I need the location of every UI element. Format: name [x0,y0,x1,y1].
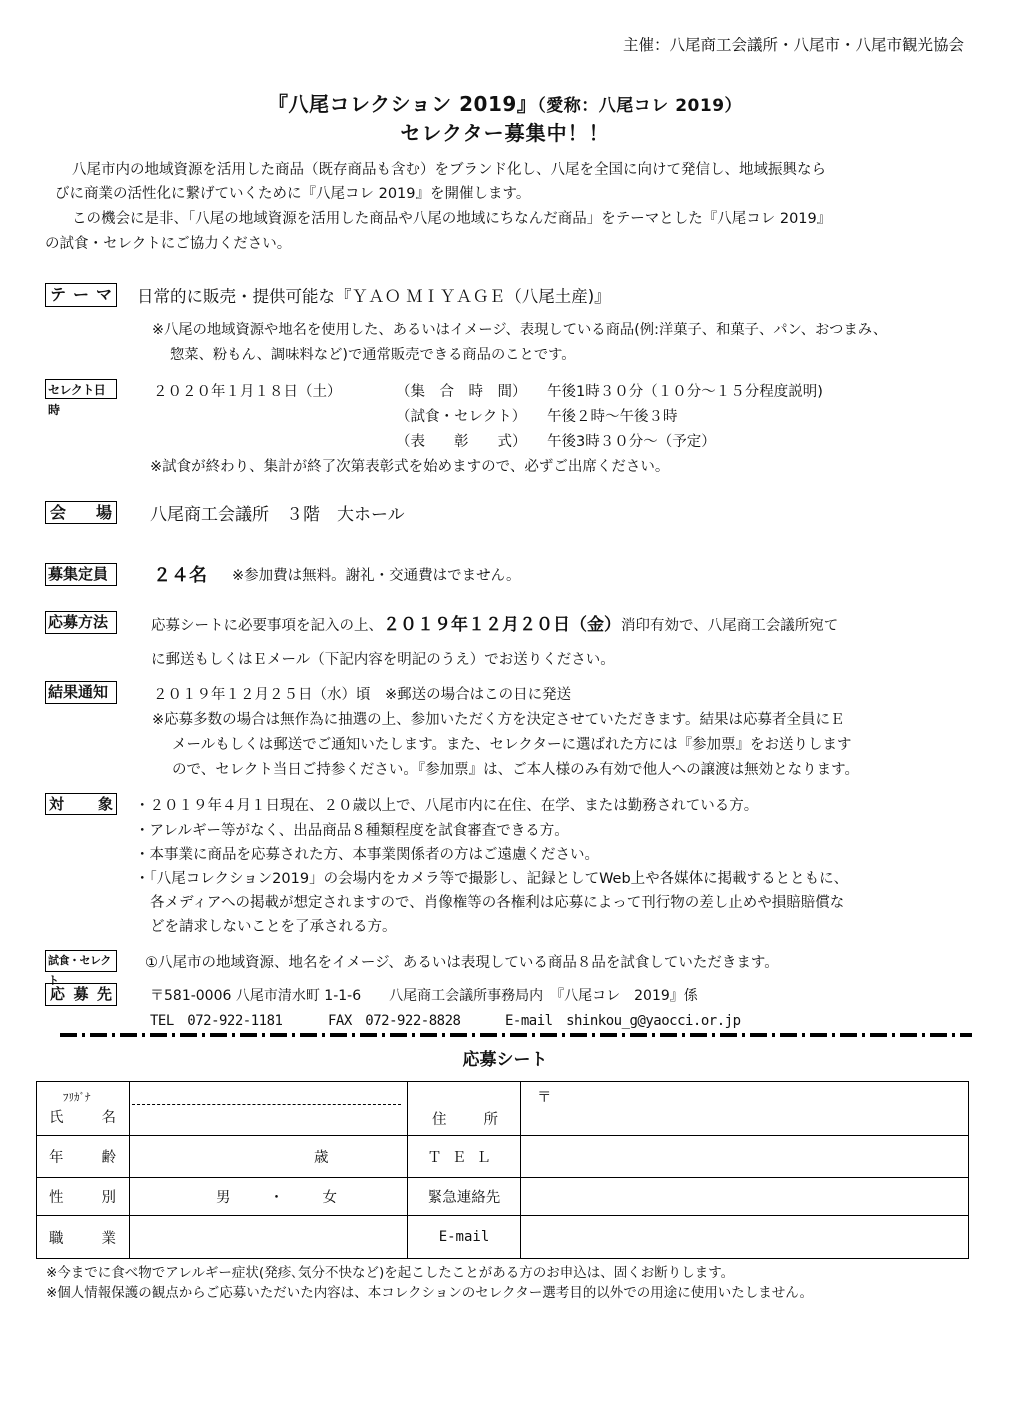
name-label-char: 名 [101,1110,116,1126]
target-line: ・本事業に商品を応募された方、本事業関係者の方はご遠慮ください。 [135,847,599,863]
contact-label-char: 応 [50,985,66,1003]
contact-fax: FAX 072-922-8828 [328,1013,461,1029]
result-line1: ２０１９年１２月２５日（水）頃 ※郵送の場合はこの日に発送 [153,687,572,703]
name-label-cell [37,1082,130,1136]
gender-label [37,1186,129,1207]
event-date: ２０２０年１月１８日（土） [153,384,342,400]
venue-text: 八尾商工会議所 ３階 大ホール [150,505,405,525]
contact-email: E-mail shinkou_g@yaocci.or.jp [505,1013,741,1029]
age-unit: 歳 [314,1150,329,1166]
venue-label-char: 場 [95,503,112,522]
address-label-char: 住 [432,1112,447,1128]
theme-note-1: ※八尾の地域資源や地名を使用した、あるいはイメージ、表現している商品(例:洋菓子、和菓子、パン、おつまみ、 [152,322,888,338]
name-label-char: 氏 [49,1110,64,1126]
name-label [37,1106,129,1127]
intro-p1-line2: びに商業の活性化に繋げていくために『八尾コレ 2019』を開催します。 [55,186,531,202]
intro-p2-line1: この機会に是非、「八尾の地域資源を活用した商品や八尾の地域にちなんだ商品」をテーマとした『八尾コレ 2019』 [72,211,832,227]
address-label-cell [408,1082,521,1136]
job-label [37,1227,129,1248]
emergency-contact-label: 緊急連絡先 [408,1178,521,1216]
target-line: ・２０１９年４月１日現在、２０歳以上で、八尾市内に在住、在学、または勤務されている方。 [135,798,759,814]
form-row-job [37,1216,969,1259]
gender-select-cell [130,1178,408,1216]
furigana-divider [132,1082,401,1105]
theme-label [45,283,117,307]
age-input-cell[interactable] [130,1136,408,1178]
theme-note-2: 惣菜、粉もん、調味料など)で通常販売できる商品のことです。 [170,347,576,363]
venue-label-char: 会 [50,503,67,522]
age-label-cell [37,1136,130,1178]
footer-note-allergy: ※今までに食べ物でアレルギー症状(発疹､気分不快など)を起こしたことがある方のお申込は、固くお断りします。 [46,1265,735,1281]
gender-option-female[interactable]: 女 [322,1190,337,1206]
gender-label-char: 別 [101,1190,116,1206]
address-input-cell[interactable] [521,1082,969,1136]
result-line2: ※応募多数の場合は無作為に抽選の上、参加いただく方を決定させていただきます。結果は応募者全員にＥ [152,712,845,728]
apply-label: 応募方法 [45,611,117,634]
target-line: どを請求しないことを了承される方。 [150,919,397,935]
tel-label: ＴＥＬ [408,1136,521,1178]
contact-label-char: 先 [96,985,112,1003]
result-label: 結果通知 [45,681,117,704]
name-input-cell[interactable] [130,1082,408,1136]
schedule-row-name: （試食・セレクト） [396,409,527,425]
apply-line1 [151,610,838,635]
contact-label-char: 募 [73,985,89,1003]
schedule-row-value: 午後3時３０分～（予定） [547,434,716,450]
form-row-age [37,1136,969,1178]
target-label [45,793,117,815]
page-subtitle: セレクター募集中！！ [400,121,610,145]
furigana-label: ﾌﾘｶﾞﾅ [63,1091,91,1104]
footer-note-privacy: ※個人情報保護の観点からご応募いただいた内容は、本コレクションのセレクター選考目的以外での用途に使用いたしません。 [46,1285,814,1301]
apply-line2: に郵送もしくはＥメール（下記内容を明記のうえ）でお送りください。 [151,652,615,668]
title-nickname: （愛称：八尾コレ 2019） [537,96,743,116]
target-line: ・「八尾コレクション2019」の会場内をカメラ等で撮影し、記録としてWeb上や各媒体に掲載するとともに、 [135,871,849,887]
gender-separator: ・ [269,1190,284,1206]
emergency-contact-input-cell[interactable] [521,1178,969,1216]
apply-text-before: 応募シートに必要事項を記入の上、 [151,618,383,634]
apply-deadline: ２０１９年１２月２０日（金） [383,615,621,635]
capacity-label: 募集定員 [45,563,117,586]
target-line: 各メディアへの掲載が想定されますので、肖像権等の各権利は応募によって刊行物の差し止めや損賠賠償な [150,895,845,911]
tasting-label: 試食・セレクト [45,950,117,972]
job-label-char: 職 [49,1230,64,1247]
capacity-count: ２４名 [153,565,207,586]
cut-line-divider [60,1033,972,1037]
capacity-note: ※参加費は無料。謝礼・交通費はでません。 [232,568,521,584]
email-label: E-mail [408,1216,521,1259]
organizer-line: 主催：八尾商工会議所・八尾市・八尾市観光協会 [622,36,964,54]
theme-label-char: ー [72,285,89,304]
apply-text-after: 消印有効で、八尾商工会議所宛て [621,618,839,634]
target-line: ・アレルギー等がなく、出品商品８種類程度を試食審査できる方。 [135,823,569,839]
address-label-char: 所 [483,1112,498,1128]
schedule-row-value: 午後1時３０分（１０分～１５分程度説明) [547,384,823,400]
age-label-char: 年 [49,1150,64,1166]
job-label-cell [37,1216,130,1259]
gender-label-cell [37,1178,130,1216]
target-label-char: 対 [49,795,65,813]
age-label-char: 齢 [101,1150,116,1166]
datetime-label: セレクト日時 [45,379,117,399]
gender-option-male[interactable]: 男 [216,1190,231,1206]
schedule-row-name: （表 彰 式） [396,434,527,450]
tel-input-cell[interactable] [521,1136,969,1178]
target-label-char: 象 [97,795,113,813]
result-line4: ので、セレクト当日ご持参ください。『参加票』は、ご本人様のみ有効で他人への譲渡は無効となります。 [172,762,860,778]
theme-label-char: テ [50,285,67,304]
email-input-cell[interactable] [521,1216,969,1259]
contact-tel: TEL 072-922-1181 [150,1013,283,1029]
schedule-row-name: （集 合 時 間） [396,384,527,400]
intro-p1-line1: 八尾市内の地域資源を活用した商品（既存商品も含む）をブランド化し、八尾を全国に向けて発信し、地域振興なら [72,162,826,178]
venue-label [45,501,117,524]
gender-label-char: 性 [49,1190,64,1206]
schedule-row-value: 午後２時～午後３時 [547,409,678,425]
page-title [0,88,1010,117]
application-form-table [36,1081,969,1259]
title-main: 『八尾コレクション 2019』 [267,92,538,116]
age-label [37,1146,129,1167]
form-row-gender [37,1178,969,1216]
theme-label-char: マ [95,285,112,304]
form-row-name [37,1082,969,1136]
sheet-title: 応募シート [462,1050,548,1070]
gender-options [130,1186,407,1207]
contact-label [45,983,117,1006]
job-input-cell[interactable] [130,1216,408,1259]
theme-text: 日常的に販売・提供可能な『ＹＡＯ ＭＩＹＡＧＥ（八尾土産)』 [137,287,611,306]
postal-mark: 〒 [537,1090,552,1106]
address-label [408,1108,520,1129]
datetime-note: ※試食が終わり、集計が終了次第表彰式を始めますので、必ずご出席ください。 [150,459,670,475]
intro-p2-line2: の試食・セレクトにご協力ください。 [45,236,292,252]
result-line3: メールもしくは郵送でご通知いたします。また、セレクターに選ばれた方には『参加票』をお送りします [172,737,852,753]
tasting-text: ①八尾市の地域資源、地名をイメージ、あるいは表現している商品８品を試食していただきます。 [145,955,779,971]
job-label-char: 業 [101,1230,116,1247]
contact-address: 〒581-0006 八尾市清水町 1-1-6 八尾商工会議所事務局内 『八尾コレ 2019』係 [150,988,698,1004]
